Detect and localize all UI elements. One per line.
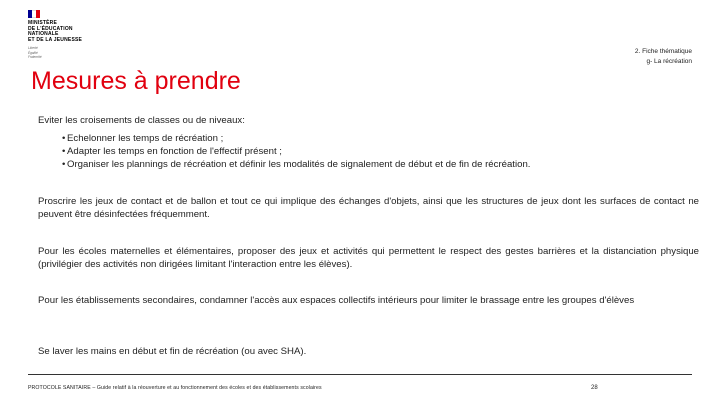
page-number: 28 — [591, 385, 598, 391]
logo-line-3: NATIONALE — [28, 31, 59, 37]
bullet-list — [62, 133, 699, 171]
motto-fraternite: Fraternité — [28, 55, 42, 59]
footer-divider — [28, 374, 692, 375]
intro-text: Eviter les croisements de classes ou de niveaux: — [38, 115, 245, 126]
bullet-text: Echelonner les temps de récréation ; — [67, 133, 224, 145]
motto-egalite: Égalité — [28, 50, 38, 55]
logo-line-1: MINISTÈRE — [28, 20, 58, 26]
logo-line-4: ET DE LA JEUNESSE — [28, 36, 83, 43]
paragraph-primary-schools: Pour les écoles maternelles et élémentaires, proposer des jeux et activités qui permettent le respect des gestes barrières et la distanciation physique (privilégier des activités non dirigées limitant l'interaction entre les élèves). — [38, 246, 699, 271]
bullet-icon: • — [62, 146, 66, 157]
paragraph-secondary-schools: Pour les établissements secondaires, condamner l'accès aux espaces collectifs intérieurs pour limiter le brassage entre les groupes d'élèves — [38, 295, 635, 306]
fiche-title: 2. Fiche thématique — [634, 48, 692, 55]
paragraph-games: Proscrire les jeux de contact et de ballon et tout ce qui implique des échanges d'objets, ainsi que les structures de jeux dont les surfaces de contact ne peuvent être désinfectées fréquemment. — [38, 196, 699, 221]
fiche-subtitle: g- La récréation — [646, 58, 692, 65]
bullet-item — [62, 146, 699, 159]
bullet-text: Adapter les temps en fonction de l'effectif présent ; — [67, 146, 282, 157]
footer-text: PROTOCOLE SANITAIRE – Guide relatif à la réouverture et au fonctionnement des écoles et des établissements scolaires — [28, 385, 322, 391]
intro-block — [38, 114, 699, 172]
bullet-item — [62, 159, 699, 172]
logo-line-2: DE L'ÉDUCATION — [28, 25, 73, 32]
motto-liberte: Liberté — [28, 46, 38, 50]
ministry-logo — [28, 10, 108, 60]
french-flag-icon — [28, 10, 40, 18]
bullet-icon: • — [62, 133, 66, 145]
bullet-icon: • — [62, 158, 66, 170]
bullet-text: Organiser les plannings de récréation et définir les modalités de signalement de début et de fin de récréation. — [67, 158, 531, 170]
page-title: Mesures à prendre — [31, 67, 241, 95]
fiche-header — [635, 47, 692, 67]
paragraph-handwashing: Se laver les mains en début et fin de récréation (ou avec SHA). — [38, 346, 307, 357]
republic-motto — [28, 46, 108, 60]
bullet-item — [62, 133, 699, 146]
